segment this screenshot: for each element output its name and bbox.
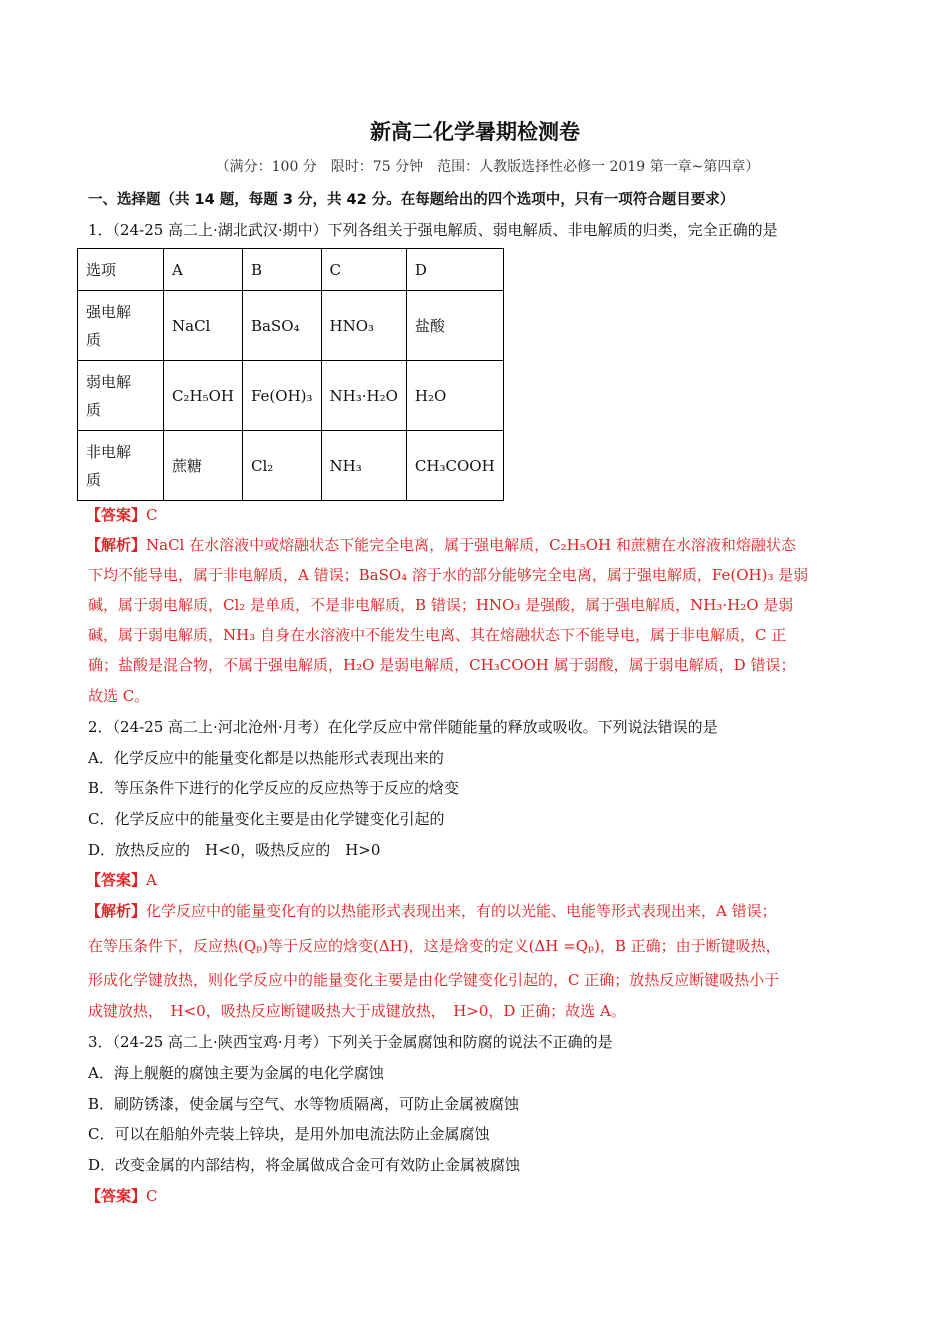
table-header-row [78, 249, 504, 291]
row-label: 弱电解 质 [78, 361, 164, 431]
option-d: D．改变金属的内部结构，将金属做成合金可有效防止金属被腐蚀 [88, 1156, 521, 1174]
answer-value: C [146, 506, 158, 524]
table-cell: 盐酸 [406, 291, 503, 361]
table-cell: CH₃COOH [406, 431, 503, 501]
answer-1 [86, 505, 158, 525]
analysis-1-line: 【解析】NaCl 在水溶液中或熔融状态下能完全电离，属于强电解质，C₂H₅OH 和蔗糖在水溶液和熔融状态 [86, 536, 796, 554]
answer-tag: 【答案】 [86, 871, 147, 889]
option-b: B．刷防锈漆，使金属与空气、水等物质隔离，可防止金属被腐蚀 [88, 1095, 520, 1113]
question-1-stem: 1．（24-25 高二上·湖北武汉·期中）下列各组关于强电解质、弱电解质、非电解质的归类，完全正确的是 [88, 221, 778, 239]
section-heading: 一、选择题（共 14 题，每题 3 分，共 42 分。在每题给出的四个选项中，只有一项符合题目要求） [88, 192, 735, 208]
analysis-2-line: 【解析】化学反应中的能量变化有的以热能形式表现出来，有的以光能、电能等形式表现出来，A 错误； [86, 902, 777, 920]
options-table [77, 248, 504, 501]
table-row [78, 431, 504, 501]
row-label: 强电解 质 [78, 291, 164, 361]
table-header-cell: B [242, 249, 321, 291]
table-header-cell: C [321, 249, 406, 291]
table-cell: 蔗糖 [164, 431, 243, 501]
table-cell: Fe(OH)₃ [242, 361, 321, 431]
option-a: A．海上舰艇的腐蚀主要为金属的电化学腐蚀 [88, 1064, 384, 1082]
answer-value: C [146, 1187, 158, 1205]
page-subtitle: （满分：100 分 限时：75 分钟 范围：人教版选择性必修一 2019 第一章~第四章） [215, 159, 760, 175]
analysis-tag: 【解析】 [86, 536, 147, 554]
analysis-1-line: 下均不能导电，属于非电解质，A 错误；BaSO₄ 溶于水的部分能够完全电离，属于强电解质，Fe(OH)₃ 是弱 [88, 566, 809, 584]
page-title: 新高二化学暑期检测卷 [370, 120, 580, 144]
answer-value: A [146, 871, 157, 889]
question-2-stem: 2．（24-25 高二上·河北沧州·月考）在化学反应中常伴随能量的释放或吸收。下列说法错误的是 [88, 718, 718, 736]
table-cell: NaCl [164, 291, 243, 361]
answer-3 [86, 1186, 158, 1206]
table-header-cell: 选项 [78, 249, 164, 291]
option-c: C．化学反应中的能量变化主要是由化学键变化引起的 [88, 810, 445, 828]
table-header-cell: A [164, 249, 243, 291]
table-header-cell: D [406, 249, 503, 291]
option-a: A．化学反应中的能量变化都是以热能形式表现出来的 [88, 749, 444, 767]
analysis-1-line: 碱，属于弱电解质，NH₃ 自身在水溶液中不能发生电离、其在熔融状态下不能导电，属于非电解质，C 正 [88, 626, 787, 644]
table-row [78, 361, 504, 431]
option-b: B．等压条件下进行的化学反应的反应热等于反应的焓变 [88, 779, 460, 797]
analysis-1-line: 故选 C。 [88, 687, 150, 705]
analysis-2-line: 形成化学键放热，则化学反应中的能量变化主要是由化学键变化引起的，C 正确；放热反应断键吸热小于 [88, 971, 780, 989]
option-d: D．放热反应的 H<0，吸热反应的 H>0 [88, 841, 381, 859]
question-3-stem: 3．（24-25 高二上·陕西宝鸡·月考）下列关于金属腐蚀和防腐的说法不正确的是 [88, 1033, 613, 1051]
table-cell: Cl₂ [242, 431, 321, 501]
analysis-2-line: 在等压条件下，反应热(Qₚ)等于反应的焓变(ΔH)，这是焓变的定义(ΔH =Qₚ)，B 正确；由于断键吸热， [88, 937, 781, 955]
analysis-1-line: 确；盐酸是混合物，不属于强电解质，H₂O 是弱电解质，CH₃COOH 属于弱酸，属于弱电解质，D 错误； [88, 656, 796, 674]
answer-2 [86, 870, 157, 890]
answer-tag: 【答案】 [86, 1187, 147, 1205]
answer-tag: 【答案】 [86, 506, 147, 524]
analysis-2-line: 成键放热， H<0，吸热反应断键吸热大于成键放热， H>0，D 正确；故选 A。 [88, 1002, 626, 1020]
table-cell: HNO₃ [321, 291, 406, 361]
option-c: C．可以在船舶外壳装上锌块，是用外加电流法防止金属腐蚀 [88, 1125, 490, 1143]
table-row [78, 291, 504, 361]
table-cell: NH₃ [321, 431, 406, 501]
table-cell: H₂O [406, 361, 503, 431]
analysis-tag: 【解析】 [86, 902, 147, 920]
table-cell: C₂H₅OH [164, 361, 243, 431]
analysis-1-line: 碱，属于弱电解质，Cl₂ 是单质，不是非电解质，B 错误；HNO₃ 是强酸，属于强电解质，NH₃·H₂O 是弱 [88, 596, 794, 614]
row-label: 非电解 质 [78, 431, 164, 501]
table-cell: NH₃·H₂O [321, 361, 406, 431]
table-cell: BaSO₄ [242, 291, 321, 361]
